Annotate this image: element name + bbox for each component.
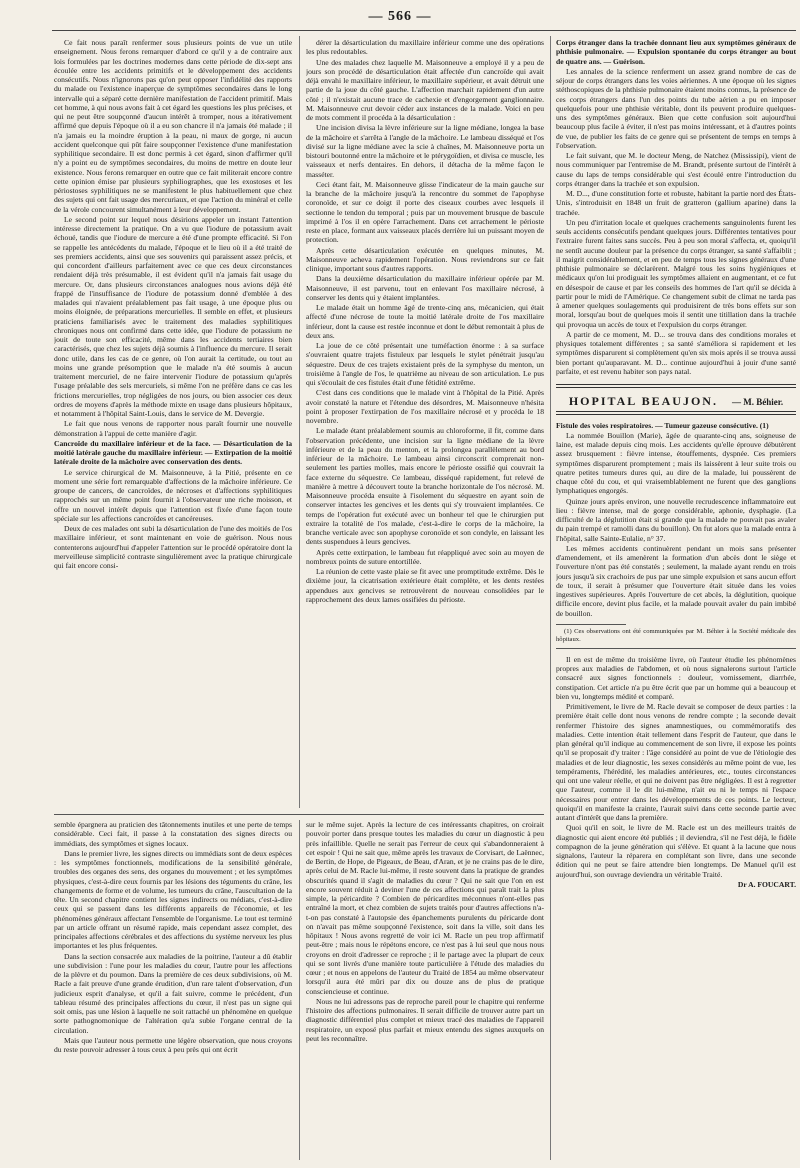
hospital-name: HOPITAL BEAUJON. <box>568 394 718 408</box>
paragraph: sur le même sujet. Après la lecture de ces intéressants chapitres, on croirait pouvoir porter dans presque toutes les maladies du cœur un diagnostic à peu près infaillible. Quelle ne serait pas l'erreur de ceux qui s'abandonneraient à cet espoir ! Qui ne sait que, même après les travaux de Corvisart, de Laënnec, de Bertin, de Hope, de Pigeaux, de Beau, d'Aran, et je ne crains pas de le dire, après celui de M. Racle lui-même, il reste souvent dans la pratique de grandes obscurités quand il s'agit de maladies du cœur ? Qui ne sait que l'on en est encore souvent réduit à deviner l'une de ces affections qui paraît trait la plus simple, la péricardite ? Combien de péricardites méconnues n'ont-elles pas entraîné la mort, et chez combien de sujets traités pour d'autres affections n'a-t-on pas constaté à l'autopsie des épanchements purulents du péricarde dont on n'avait pas même soupçonné l'existence, soit dans la ville, soit dans les hôpitaux ! Nous avons regretté de voir ici M. Racle un peu trop affirmatif peut-être ; mais nous le répétons encore, ce n'est pas à lui seul que nous nous croyons en droit d'adresser ce reproche ; il le partage avec la plupart de ceux qui se sont livrés d'une manière toute particulière à l'étude des maladies du cœur ; et nous en appelons de l'auteur du Traité de 1854 au même observateur lorsqu'il aura été mûri par dix ou douze ans de plus de pratique consciencieuse et continue. <box>306 820 544 996</box>
column-divider <box>550 36 551 1160</box>
article-subhead: Cancroïde du maxillaire inférieur et de la face. — Désarticulation de la moitié latérale gauche du maxillaire inférieur. — Extirpation de la moitié latérale droite de la mâchoire avec conservation des dents. <box>54 438 292 467</box>
column-divider <box>299 820 300 1160</box>
column-divider <box>299 36 300 808</box>
paragraph: Le service chirurgical de M. Maisonneuve, à la Pitié, présente en ce moment une série fort remarquable d'affections de la mâchoire inférieure. Ce groupe de cancers, de cancroïdes, de nécroses et d'affections syphilitiques rapprochés sur un même point fournit à l'observateur une riche moisson, et offre un nouvel intérêt depuis que l'attention est fixée d'une façon toute spéciale sur les affections cancroïdes et cancéreuses. <box>54 467 292 523</box>
paragraph: Mais que l'auteur nous permette une légère observation, que nous croyons du reste pouvoir adresser à tous ceux à peu près qui ont écrit <box>54 1035 292 1054</box>
horizontal-divider <box>556 648 796 649</box>
paragraph: Une des malades chez laquelle M. Maisonneuve a employé il y a peu de jours son procédé de désarticulation était affectée d'un cancroïde qui avait déjà envahi le maxillaire inférieur, le maxillaire supérieur, et avait détruit une partie de la joue du côté gauche. L'affection marchait rapidement d'un autre côté ; il n'existait aucune trace de cachexie et d'engorgement ganglionnaire. M. Maisonneuve crut devoir céder aux instances de la malade. Voici en peu de mots comment il procéda à la désarticulation : <box>306 57 544 122</box>
paragraph: Ce fait nous paraît renfermer sous plusieurs points de vue un utile enseignement. Nous ferons remarquer d'abord ce qu'il y a de contraire aux lois formulées par les doctrines modernes dans cette période de dix-sept ans écoulée entre les accidents primitifs et le développement des accidents consécutifs. Nous n'ignorons pas qu'on peut opposer l'infidélité des rapports du malade ou l'existence inaperçue de symptômes secondaires dans le long intervalle qui a séparé cette dernière manifestation de l'accident primitif. Mais cet homme, à qui nous avons fait à cet égard les questions les plus précises, et qui ne peut être soupçonné d'aucun intérêt à tromper, nous a itérativement affirmé que depuis l'époque où il a eu son chancre il n'a jamais été malade ; il n'a jamais eu la moindre éruption à la peau, ni maux de gorge, ni aucun accident quelconque qui pût faire soupçonner l'existence d'une manifestation syphilitique secondaire. Il est donc permis à cet égard, sinon d'affirmer qu'il n'y a point eu de symptômes secondaires, du moins de mettre en doute leur existence. Nous ferons remarquer en outre que ce fait militerait encore contre cette opinion émise par plusieurs syphiliographes, que les exostoses et les périostoses syphilitiques ne se manifestent le plus habituellement que chez des sujets qui ont fait usage des mercuriaux, et que l'action du minéral et celle de la vérole concourent simultanément à leur développement. <box>54 38 292 214</box>
paragraph: C'est dans ces conditions que le malade vint à l'hôpital de la Pitié. Après avoir constaté la nature et l'étendue des désordres, M. Maisonneuve n'hésita point à proposer l'extirpation de l'os maxillaire nécrosé et y procéda le 18 novembre. <box>306 388 544 425</box>
footnote: (1) Ces observations ont été communiquées par M. Béhier à la Société médicale des hôpitaux. <box>556 627 796 643</box>
paragraph: La nommée Bouillon (Marie), âgée de quarante-cinq ans, soigneuse de laine, est malade depuis cinq mois. Les accidents qu'elle éprouve débutèrent assez brusquement : fièvre intense, étouffements, dyspnée. Ces premiers symptômes disparurent promptement ; mais ils laissèrent à leur suite trois ou quatre petites tumeurs dures qui, au dire de la malade, lui poussèrent de chaque côté du cou, et qui vraisemblablement ne furent que des ganglions lymphatiques engorgés. <box>556 430 796 496</box>
paragraph: Un peu d'irritation locale et quelques crachements sanguinolents furent les seuls accidents consécutifs pendant quelques jours. Différentes tentatives pour l'extraire furent faites sans succès. Peu à peu son moral s'affecta, et, quoiqu'il ne sentît aucune douleur par la présence du corps étranger, sa santé s'affaiblit ; il maigrit considérablement, et en peu de temps tous les signes généraux d'une phthisie pulmonaire se déclarèrent. Malgré tous les soins hygiéniques et médicaux qu'on lui prodiguait les symptômes allaient en augmentant, et ce fut en désespoir de cause et par les conseils des hommes de l'art qu'il se décida à partir pour le midi de l'Amérique. Ce changement subit de climat ne tarda pas à amener quelques soulagements qui produisirent de très bons effets sur son moral, lorsqu'au bout de quelques mois il sentit une titillation dans la trachée qui provoqua un accès de toux et l'expulsion du corps étranger. <box>556 217 796 329</box>
paragraph: Le malade était un homme âgé de trente-cinq ans, mécanicien, qui était affecté d'une nécrose de toute la moitié latérale droite de l'os maxillaire inférieur, dont la cause est restée inconnue et dont le début remontait à plus de deux ans. <box>306 303 544 340</box>
section-rule <box>556 411 796 415</box>
paragraph: A partir de ce moment, M. D... se trouva dans des conditions morales et physiques totalement différentes ; sa santé s'améliora si rapidement et les symptômes disparurent si complètement qu'en six mois après il se trouva aussi bien portant qu'auparavant. M. D... continue aujourd'hui à jouir d'une santé parfaite, et est revenu habiter son pays natal. <box>556 329 796 376</box>
paragraph: Le fait que nous venons de rapporter nous paraît fournir une nouvelle démonstration à l'appui de cette manière d'agir. <box>54 419 292 438</box>
section-doctor: — M. Béhier. <box>731 397 784 407</box>
paragraph: Les mêmes accidents continuèrent pendant un mois sans présenter d'amendement, et ils amenèrent la formation d'un abcès dont le siège et l'ouverture n'ont pas été constatés ; seulement, la malade ayant rendu en trois jours jusqu'à six crachoirs de pus par une simple expulsion et sans aucun effort de toux, il serait à présumer que l'ouverture était située dans les voies ingestives supérieures. Après l'ouverture de cet abcès, la déglutition, quoique difficile encore, devint plus facile, et la malade pouvait avaler du pain imbibé de bouillon. <box>556 543 796 618</box>
paragraph: Le malade étant préalablement soumis au chloroforme, il fit, comme dans l'observation précédente, une incision sur la ligne médiane de la lèvre inférieure et de la peau du menton, et la prolongea parallèlement au bord inférieur de la mâchoire. Le lambeau ainsi circonscrit comprenait non-seulement les parties molles, mais encore le périoste ossifié qui couvrait la face externe du séquestre. Ce lambeau, disséqué rapidement, fut relevé de manière à mettre à découvert toute la branche horizontale de l'os nécrosé. M. Maisonneuve procéda ensuite à l'isolement du séquestre en ayant soin de conserver intactes les gencives et les dents qui s'y trouvaient implantées. Ce temps de l'opération fut exécuté avec un bonheur tel que le chirurgien put extraire la totalité de l'os malade, c'est-à-dire le corps de la mâchoire, la branche verticale avec son apophyse coronoïde et son condyle, en laissant les dents suspendues à leurs gencives. <box>306 426 544 547</box>
paragraph: Primitivement, le livre de M. Racle devait se composer de deux parties : la première était celle dont nous venons de rendre compte ; la seconde devait renfermer l'histoire des signes anamnestiques, ou commémoratifs des maladies. Cette intention était tellement dans l'esprit de l'auteur, que dans le plan général qu'il indique au commencement de son livre, il expose les points qu'il se proposait d'y traiter : l'âge considéré au point de vue de l'étiologie des maladies et de leur diagnostic, les sexes considérés au même point de vue, les tempéraments, l'hérédité, les maladies antérieures, etc., toutes circonstances qui ont une valeur réelle, et qui ne doivent pas être négligées. Il est à regretter que l'auteur, comme il le dit lui-même, n'ait eu ni le temps ni l'espace nécessaires pour entrer dans les développements de ces points. Le lecteur, quoiqu'il en manifeste la crainte, l'aurait suivi dans cette seconde partie avec autant d'intérêt que dans la première. <box>556 702 796 823</box>
column-1 <box>54 38 292 808</box>
paragraph: Dans la section consacrée aux maladies de la poitrine, l'auteur a dû établir une subdivision : l'une pour les maladies du cœur, l'autre pour les affections de la plèvre et du poumon. Dans la première de ces deux subdivisions, où M. Racle a fait preuve d'une grande érudition, d'un rare talent d'observation, d'un judicieux esprit d'analyse, et qu'il a fait suivre, comme le précédent, d'un tableau résumé des principales affections du cœur, il n'est pas un signe qui soit omis, pas une lésion à laquelle ne soit rattaché un phénomène en quelque sorte pathognomonique de l'altération qu'a subie l'organe central de la circulation. <box>54 951 292 1035</box>
paragraph: Deux de ces malades ont subi la désarticulation de l'une des moitiés de l'os maxillaire inférieur, et sont maintenant en voie de guérison. Nous nous contenterons aujourd'hui d'appeler l'attention sur le procédé opératoire dont la merveilleuse simplicité contraste singulièrement avec la pratique chirurgicale qui fait encore consi- <box>54 524 292 570</box>
section-title <box>556 394 796 409</box>
column-4 <box>54 820 292 1160</box>
paragraph: Une incision divisa la lèvre inférieure sur la ligne médiane, longea la base de la mâchoire et s'arrêta à l'angle de la mâchoire. Le lambeau disséqué et l'os divisé sur la ligne médiane avec la scie à chaînes, M. Maisonneuve porta un bistouri boutonné entre la mâchoire et le ptérygoïdien, et divisa ce muscle, les vaisseaux et nerfs dentaires. En dehors, il détacha de la même façon le masséter. <box>306 123 544 179</box>
article-subhead: Fistule des voies respiratoires. — Tumeur gazeuse consécutive. (1) <box>556 420 769 430</box>
paragraph: Le fait suivant, que M. le docteur Meng, de Natchez (Mississipi), vient de nous communiquer par l'entremise de M. Brandt, présente surtout de l'intérêt à cause du laps de temps considérable qui s'est écoulé entre l'introduction du corps étranger dans la trachée et son expulsion. <box>556 151 796 188</box>
paragraph: La réunion de cette vaste plaie se fit avec une promptitude extrême. Dès le dixième jour, la cicatrisation extérieure était complète, et les dents restées appendues aux gencives se retrouvèrent de nouveau consolidées par le rapprochement des deux lames ossifiées du périoste. <box>306 567 544 604</box>
paragraph: Après cette extirpation, le lambeau fut réappliqué avec soin au moyen de nombreux points de suture entortillée. <box>306 547 544 566</box>
paragraph: Les annales de la science renferment un assez grand nombre de cas de séjour de corps étrangers dans les voies aériennes. A une époque où les signes stéthoscopiques de la phthisie pulmonaire étaient moins connus, la présence de ces corps étrangers dans l'un des points du tube aérien a pu en imposer quelquefois pour une phthisie véritable, dont ils peuvent produire quelques-uns des symptômes généraux. Bien que cette confusion soit aujourd'hui beaucoup plus facile à éviter, il n'est pas moins intéressant, et à d'autres points de vue, de publier les faits de ce genre qui se présentent de temps en temps à l'observation. <box>556 66 796 150</box>
horizontal-divider <box>54 814 544 815</box>
paragraph: Dans le premier livre, les signes directs ou immédiats sont de deux espèces : les symptômes fonctionnels, modifications de la sensibilité générale, troubles des organes des sens, des organes du mouvement ; et les symptômes physiques, c'est-à-dire ceux fournis par les lésions des téguments du crâne, les changements de forme et de volume, les tumeurs du crâne, l'auscultation de la tête. Un second chapitre contient les signes indirects ou médiats, c'est-à-dire ceux qui se passent dans les différents appareils de l'économie, et les phénomènes généraux affectant l'ensemble de l'organisme. Le tout est terminé par un article offrant un résumé rapide, mais cependant assez complet, des principales affections cérébrales et des affections du système nerveux les plus importantes et les plus fréquentes. <box>54 848 292 951</box>
paragraph: Ceci étant fait, M. Maisonneuve glisse l'indicateur de la main gauche sur la branche de la mâchoire jusqu'à la rencontre du sommet de l'apophyse coronoïde, et sur ce doigt il porte des ciseaux courbes avec lesquels il sectionne le tendon du temporal ; puis par un mouvement brusque de bascule imprimé à l'os il en opère l'arrachement. Dans cet arrachement le périoste reste en place, formant aux vaisseaux placés derrière lui un puissant moyen de protection. <box>306 179 544 245</box>
paragraph: Nous ne lui adressons pas de reproche pareil pour le chapitre qui renferme l'histoire des affections pulmonaires. Il serait difficile de trouver autre part un diagnostic différentiel plus complet et mieux tracé des maladies de l'appareil respiratoire, un exposé plus parfait et mieux entendu des signes auxquels on peut les reconnaître. <box>306 996 544 1043</box>
column-3 <box>556 38 796 1160</box>
paragraph: Dans la deuxième désarticulation du maxillaire inférieur opérée par M. Maisonneuve, il est parvenu, tout en enlevant l'os maxillaire nécrosé, à conserver les dents qui y étaient implantées. <box>306 274 544 302</box>
paragraph: semble épargnera au praticien des tâtonnements inutiles et une perte de temps considérable. Ceci fait, il passe à la constatation des signes directs ou immédiats, des symptômes et signes locaux. <box>54 820 292 848</box>
paragraph: Quoi qu'il en soit, le livre de M. Racle est un des meilleurs traités de diagnostic qui aient encore été publiés ; il deviendra, s'il ne l'est déjà, le fidèle compagnon de la jeune génération qui s'élève. Et quant à la lacune que nous signalons, l'auteur la réparera en complétant son livre, dans une seconde édition qui ne peut se faire attendre bien longtemps. De Manuel qu'il est aujourd'hui, son ouvrage deviendra un véritable Traité. <box>556 823 796 879</box>
paragraph: M. D..., d'une constitution forte et robuste, habitant la partie nord des États-Unis, s'introduisit en 1848 un fruit de gratteron (gallium aparine) dans la trachée. <box>556 189 796 217</box>
author-signature: Dr A. FOUCART. <box>737 879 796 889</box>
paragraph: Le second point sur lequel nous désirions appeler un instant l'attention intéresse directement la pratique. On a vu que l'iodure de potassium avait échoué, tandis que l'iodure de mercure a été d'une prompte efficacité. Si l'on se rappelle les antécédents du malade, l'époque et le lieu où il a été traité de ses premiers accidents, ainsi que ses souvenirs qui paraissent assez précis, et qui concordent d'ailleurs parfaitement avec ce que ces deux circonstances rendaient déjà très présumable, il est évident qu'il n'a jamais fait usage du mercure. Or, dans plusieurs circonstances analogues nous avions déjà été frappé de l'insuffisance de l'iodure de potassium donné d'emblée à des malades qui n'avaient préalablement pas fait usage, à une époque plus ou moins éloignée, de préparations mercurielles. Il semble en effet, et plusieurs praticiens familiarisés avec le traitement des maladies syphilitiques chroniques nous ont confirmé dans cette idée, que l'iodure de potassium ne jouit de toute son efficacité, même dans les accidents tertiaires bien caractérisés, que chez les sujets déjà soumis à l'influence du mercure. Il serait donc utile, dans les cas de ce genre, où l'on aurait la certitude, ou tout au moins une grande présomption que le malade n'a été soumis à aucun traitement mercuriel, de ne faire intervenir l'iodure de potassium qu'après l'usage préalable des sels mercuriels, si même l'on ne préfère dans ce cas les frictions mercurielles, trop négligées de nos jours, ou bien associer ces deux ordres de moyens d'après la méthode mixte en usage dans plusieurs hôpitaux, et notamment à l'hôpital Saint-Louis, dans le service de M. Devergie. <box>54 214 292 418</box>
page-number: — 566 — <box>368 9 432 24</box>
section-rule <box>556 384 796 388</box>
top-rule <box>52 30 796 31</box>
footnote-rule <box>556 624 626 625</box>
paragraph: La joue de ce côté présentait une tuméfaction énorme : à sa surface s'ouvraient quatre trajets fistuleux par lesquels le stylet pénétrait jusqu'au séquestre. Deux de ces trajets existaient près de la symphyse du menton, un troisième à l'angle de l'os, le quatrième au niveau de son articulation. Le pus qui s'écoulait de ces fistules était d'une fétidité extrême. <box>306 341 544 387</box>
paragraph: Après cette désarticulation exécutée en quelques minutes, M. Maisonneuve acheva rapidement l'opération. Nous reviendrons sur ce fait clinique, important sous d'autres rapports. <box>306 245 544 273</box>
column-2 <box>306 38 544 808</box>
column-5 <box>306 820 544 1160</box>
paragraph: Il en est de même du troisième livre, où l'auteur étudie les phénomènes propres aux maladies de l'abdomen, et où nous signalerons surtout l'article consacré aux signes fonctionnels : douleur, vomissement, diarrhée, constipation. Cet article n'a pu être écrit que par un homme qui a beaucoup et bien vu, longtemps médité et comparé. <box>556 654 796 701</box>
paragraph: dérer la désarticulation du maxillaire inférieur comme une des opérations les plus redoutables. <box>306 38 544 57</box>
article-subhead: Corps étranger dans la trachée donnant lieu aux symptômes généraux de phthisie pulmonaire. — Expulsion spontanée du corps étranger au bout de quatre ans. — Guérison. <box>556 38 796 66</box>
paragraph: Quinze jours après environ, une nouvelle recrudescence inflammatoire eut lieu : fièvre intense, mal de gorge considérable, aphonie, dysphagie. (La difficulté de la déglutition était si grande que la malade ne pouvait pas avaler du pain trempé et ramolli dans du bouillon). On fut alors que la malade entra à l'hôpital, salle Sainte-Eulalie, n° 37. <box>556 496 796 543</box>
